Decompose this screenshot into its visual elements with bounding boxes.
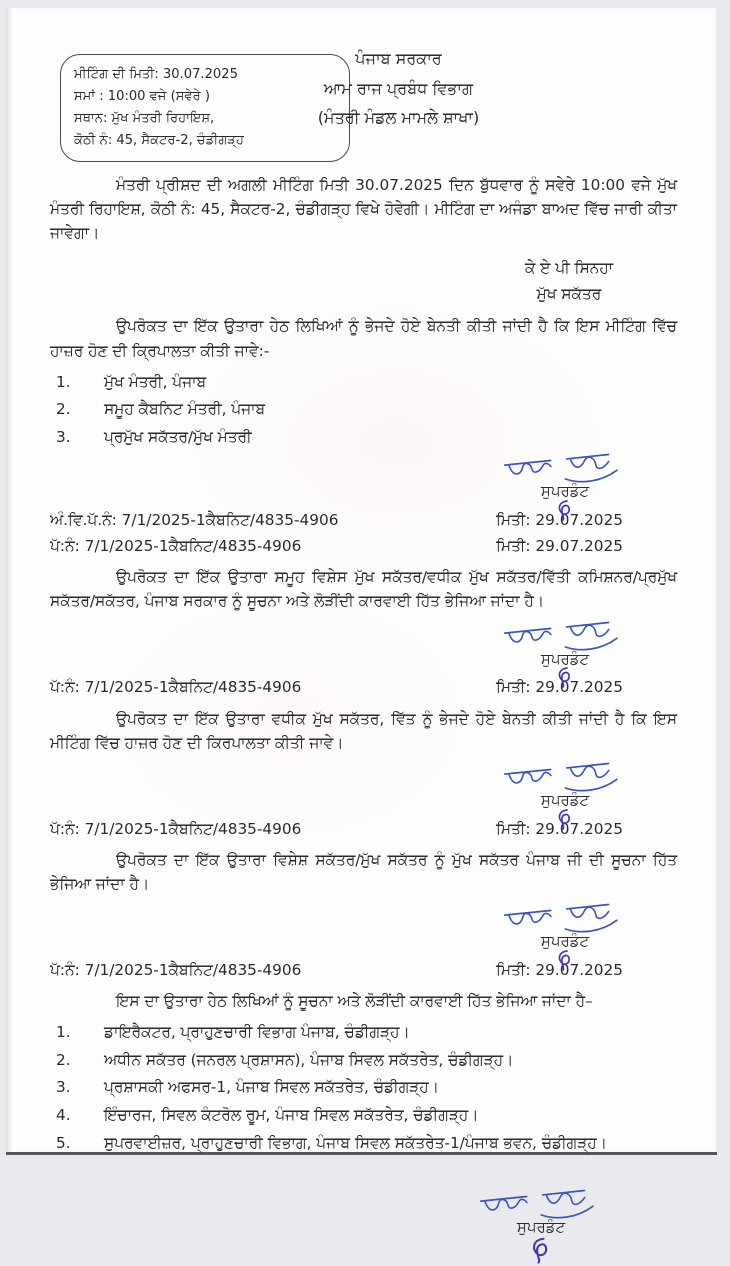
signature-block [499, 453, 631, 506]
endorsement-paragraph-3: ਉਪਰੋਕਤ ਦਾ ਇੱਕ ਉਤਾਰਾ ਵਿਸ਼ੇਸ਼ ਸਕੱਤਰ/ਮੁੱਖ ਸਕੱਤਰ ਨੂੰ ਮੁੱਖ ਸਕੱਤਰ ਪੰਜਾਬ ਜੀ ਦੀ ਸੂਚਨਾ ਹਿੱਤ ਭੇਜਿਆ ਜਾਂਦਾ ਹੈ। [50, 850, 677, 893]
letterhead-department: ਆਮ ਰਾਜ ਪ੍ਰਬੰਧ ਵਿਭਾਗ [323, 78, 474, 98]
reference-number: ਅੰ.ਵਿ.ਪੱ.ਨੰ: 7/1/2025-1ਕੈਬਨਿਟ/4835-4906 [50, 511, 339, 529]
superintendent-title: ਸੁਪਰਡੰਟ [540, 482, 590, 501]
letter-top-area [50, 32, 677, 166]
reference-date: ਮਿਤੀ: 29.07.2025 [496, 819, 623, 838]
list-item [50, 1048, 677, 1072]
list-item [50, 370, 677, 394]
reference-row [50, 817, 677, 841]
recipients-list-1 [50, 370, 677, 449]
meeting-time-line: ਸਮਾਂ : 10:00 ਵਜੇ (ਸਵੇਰੇ ) [74, 88, 210, 104]
signature-flourish [553, 665, 577, 689]
handwritten-signature [498, 901, 631, 940]
list-item [50, 1131, 677, 1155]
list-text: ਮੁੱਖ ਮੰਤਰੀ, ਪੰਜਾਬ [104, 372, 207, 391]
scanned-letter-paper [6, 8, 717, 1236]
list-number: 3. [56, 428, 71, 447]
reference-number: ਪੱ:ਨੰ: 7/1/2025-1ਕੈਬਨਿਟ/4835-4906 [50, 537, 302, 556]
list-item [50, 1020, 677, 1044]
copy-request-paragraph: ਉਪਰੋਕਤ ਦਾ ਇੱਕ ਉਤਾਰਾ ਹੇਠ ਲਿਖਿਆਂ ਨੂੰ ਭੇਜਦੇ ਹੋਏ ਬੇਨਤੀ ਕੀਤੀ ਜਾਂਦੀ ਹੈ ਕਿ ਇਸ ਮੀਟਿੰਗ ਵਿੱਚ ਹਾਜ਼ਰ ਹੋਣ ਦੀ ਕ੍ਰਿਪਾਲਤਾ ਕੀਤੀ ਜਾਵੇ:- [50, 317, 677, 360]
meeting-date-line: ਮੀਟਿੰਗ ਦੀ ਮਿਤੀ: 30.07.2025 [74, 67, 238, 82]
signature-flourish [553, 807, 577, 831]
signature-flourish [553, 498, 577, 522]
letterhead [120, 44, 677, 133]
superintendent-title: ਸੁਪਰਡੰਟ [540, 649, 590, 668]
reference-row [50, 534, 677, 558]
list-text: ਪ੍ਰਮੁੱਖ ਸਕੱਤਰ/ਮੁੱਖ ਮੰਤਰੀ [104, 428, 252, 447]
signatory-title: ਮੁੱਖ ਸਕੱਤਰ [536, 285, 602, 304]
meeting-place-line: ਸਥਾਨ: ਮੁੱਖ ਮੰਤਰੀ ਰਿਹਾਇਸ਼, [74, 110, 215, 126]
endorsement-paragraph-1: ਉਪਰੋਕਤ ਦਾ ਇੱਕ ਉਤਾਰਾ ਸਮੂਹ ਵਿਸ਼ੇਸ ਮੁੱਖ ਸਕੱਤਰ/ਵਧੀਕ ਮੁੱਖ ਸਕੱਤਰ/ਵਿੱਤੀ ਕਮਿਸ਼ਨਰ/ਪ੍ਰਮੁੱਖ ਸਕੱਤਰ/ਸਕੱਤਰ, ਪੰਜਾਬ ਸਰਕਾਰ ਨੂੰ ਸੂਚਨਾ ਅਤੇ ਲੋੜੀਂਦੀ ਕਾਰਵਾਈ ਹਿੱਤ ਭੇਜਿਆ ਜਾਂਦਾ ਹੈ। [50, 568, 677, 611]
list-number: 1. [56, 1023, 71, 1042]
list-number: 1. [56, 372, 71, 391]
list-number: 2. [56, 400, 71, 419]
superintendent-title: ਸੁਪਰਡੰਟ [540, 932, 590, 951]
signature-flourish [526, 1234, 556, 1266]
signature-flourish [553, 948, 577, 972]
list-item [50, 1103, 677, 1127]
list-text: ਅਧੀਨ ਸਕੱਤਰ (ਜਨਰਲ ਪ੍ਰਸ਼ਾਸਨ), ਪੰਜਾਬ ਸਿਵਲ ਸਕੱਤਰੇਤ, ਚੰਡੀਗੜ੍ਹ। [104, 1050, 514, 1069]
reference-date: ਮਿਤੀ: 29.07.2025 [496, 960, 623, 979]
letter-content [6, 8, 717, 1260]
handwritten-signature [498, 618, 631, 657]
list-number: 4. [56, 1106, 71, 1125]
signature-block [475, 1189, 607, 1260]
list-item [50, 397, 677, 421]
list-number: 5. [56, 1133, 71, 1152]
list-text: ਡਾਇਰੈਕਟਰ, ਪ੍ਰਾਹੁਣਚਾਰੀ ਵਿਭਾਗ ਪੰਜਾਬ, ਚੰਡੀਗੜ੍ਹ। [104, 1023, 410, 1042]
list-text: ਇੰਚਾਰਜ, ਸਿਵਲ ਕੰਟਰੋਲ ਰੂਮ, ਪੰਜਾਬ ਸਿਵਲ ਸਕੱਤਰੇਤ, ਚੰਡੀਗੜ੍ਹ। [104, 1106, 479, 1125]
signatory-name: ਕੇ ਏ ਪੀ ਸਿਨਹਾ [524, 259, 613, 278]
reference-date: ਮਿਤੀ: 29.07.2025 [496, 678, 623, 697]
reference-date: ਮਿਤੀ: 29.07.2025 [496, 511, 623, 529]
list-item [50, 425, 677, 449]
signatory-block [525, 255, 613, 307]
reference-row [50, 958, 677, 982]
reference-date: ਮਿਤੀ: 29.07.2025 [496, 537, 623, 556]
final-distribution-paragraph: ਇਸ ਦਾ ਉਤਾਰਾ ਹੇਠ ਲਿਖਿਆਂ ਨੂੰ ਸੂਚਨਾ ਅਤੇ ਲੋੜੀਂਦੀ ਕਾਰਵਾਈ ਹਿੱਤ ਭੇਜਿਆ ਜਾਂਦਾ ਹੈ– [116, 991, 593, 1010]
handwritten-signature [498, 451, 631, 490]
list-text: ਸੁਪਰਵਾਈਜ਼ਰ, ਪ੍ਰਾਹੁਣਚਾਰੀ ਵਿਭਾਗ, ਪੰਜਾਬ ਸਿਵਲ ਸਕੱਤਰੇਤ-1/ਪੰਜਾਬ ਭਵਨ, ਚੰਡੀਗੜ੍ਹ। [104, 1133, 607, 1152]
recipients-list-2 [50, 1020, 677, 1155]
handwritten-signature [498, 760, 631, 799]
letterhead-government: ਪੰਜਾਬ ਸਰਕਾਰ [355, 49, 442, 68]
signature-block [499, 762, 631, 815]
list-number: 3. [56, 1078, 71, 1097]
endorsement-paragraph-2: ਉਪਰੋਕਤ ਦਾ ਇੱਕ ਉਤਾਰਾ ਵਧੀਕ ਮੁੱਖ ਸਕੱਤਰ, ਵਿੱਤ ਨੂੰ ਭੇਜਦੇ ਹੋਏ ਬੇਨਤੀ ਕੀਤੀ ਜਾਂਦੀ ਹੈ ਕਿ ਇਸ ਮੀਟਿੰਗ ਵਿੱਚ ਹਾਜ਼ਰ ਹੋਣ ਦੀ ਕਿਰਪਾਲਤਾ ਕੀਤੀ ਜਾਵੇ। [50, 709, 677, 752]
letterhead-branch: (ਮੰਤਰੀ ਮੰਡਲ ਮਾਮਲੇ ਸ਼ਾਖਾ) [317, 108, 480, 128]
list-item [50, 1075, 677, 1099]
handwritten-signature [474, 1187, 607, 1226]
list-number: 2. [56, 1050, 71, 1069]
signature-block [499, 903, 631, 956]
reference-number: ਪੱ:ਨੰ: 7/1/2025-1ਕੈਬਨਿਟ/4835-4906 [50, 819, 302, 838]
signature-block [499, 621, 631, 674]
reference-number: ਪੱ:ਨੰ: 7/1/2025-1ਕੈਬਨਿਟ/4835-4906 [50, 960, 302, 979]
list-text: ਸਮੂਹ ਕੈਬਨਿਟ ਮੰਤਰੀ, ਪੰਜਾਬ [104, 400, 266, 419]
superintendent-title: ਸੁਪਰਡੰਟ [540, 790, 590, 809]
list-text: ਪ੍ਰਸ਼ਾਸਕੀ ਅਫਸਰ-1, ਪੰਜਾਬ ਸਿਵਲ ਸਕੱਤਰੇਤ, ਚੰਡੀਗੜ੍ਹ। [104, 1078, 439, 1097]
meeting-notice-paragraph: ਮੰਤਰੀ ਪ੍ਰੀਸ਼ਦ ਦੀ ਅਗਲੀ ਮੀਟਿੰਗ ਮਿਤੀ 30.07.2025 ਦਿਨ ਬੁੱਧਵਾਰ ਨੂੰ ਸਵੇਰੇ 10:00 ਵਜੇ ਮੁੱਖ ਮੰਤਰੀ ਰਿਹਾਇਸ਼, ਕੋਠੀ ਨੰ: 45, ਸੈਕਟਰ-2, ਚੰਡੀਗੜ੍ਹ ਵਿਖੇ ਹੋਵੇਗੀ। ਮੀਟਿੰਗ ਦਾ ਅਜੰਡਾ ਬਾਅਦ ਵਿੱਚ ਜਾਰੀ ਕੀਤਾ ਜਾਵੇਗਾ। [50, 176, 677, 243]
reference-row [50, 508, 677, 532]
meeting-address-line: ਕੋਠੀ ਨੰ: 45, ਸੈਕਟਰ-2, ਚੰਡੀਗੜ੍ਹ [74, 132, 244, 148]
reference-row [50, 675, 677, 699]
reference-number: ਪੱ:ਨੰ: 7/1/2025-1ਕੈਬਨਿਟ/4835-4906 [50, 678, 302, 697]
superintendent-title: ਸੁਪਰਡੰਟ [516, 1217, 566, 1236]
